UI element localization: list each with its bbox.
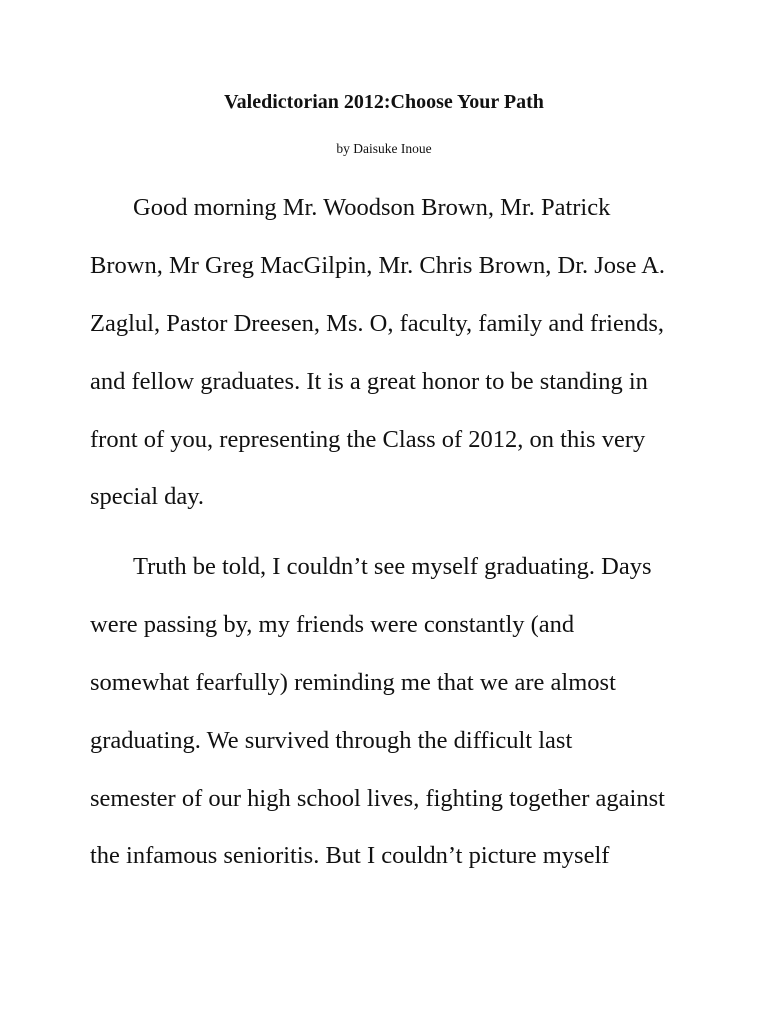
- paragraph-line: special day.: [90, 483, 205, 510]
- document-byline: by Daisuke Inoue: [336, 141, 432, 156]
- paragraph-line: graduating. We survived through the difficult last: [90, 727, 573, 754]
- paragraph-line: were passing by, my friends were constantly (and: [90, 611, 575, 638]
- paragraph-line: Good morning Mr. Woodson Brown, Mr. Patrick: [133, 194, 611, 221]
- paragraph-line: front of you, representing the Class of 2012, on this very: [90, 426, 646, 453]
- paragraph-line: Zaglul, Pastor Dreesen, Ms. O, faculty, family and friends,: [90, 310, 665, 337]
- paragraph-line: somewhat fearfully) reminding me that we are almost: [90, 669, 616, 696]
- paragraph-line: semester of our high school lives, fighting together against: [90, 785, 665, 812]
- document-title: Valedictorian 2012:Choose Your Path: [224, 91, 544, 113]
- paragraph-line: and fellow graduates. It is a great honor to be standing in: [90, 368, 648, 395]
- paragraph-line: Truth be told, I couldn’t see myself graduating. Days: [133, 553, 652, 580]
- paragraph-line: the infamous senioritis. But I couldn’t picture myself: [90, 842, 610, 869]
- paragraph-line: Brown, Mr Greg MacGilpin, Mr. Chris Brown, Dr. Jose A.: [90, 252, 666, 279]
